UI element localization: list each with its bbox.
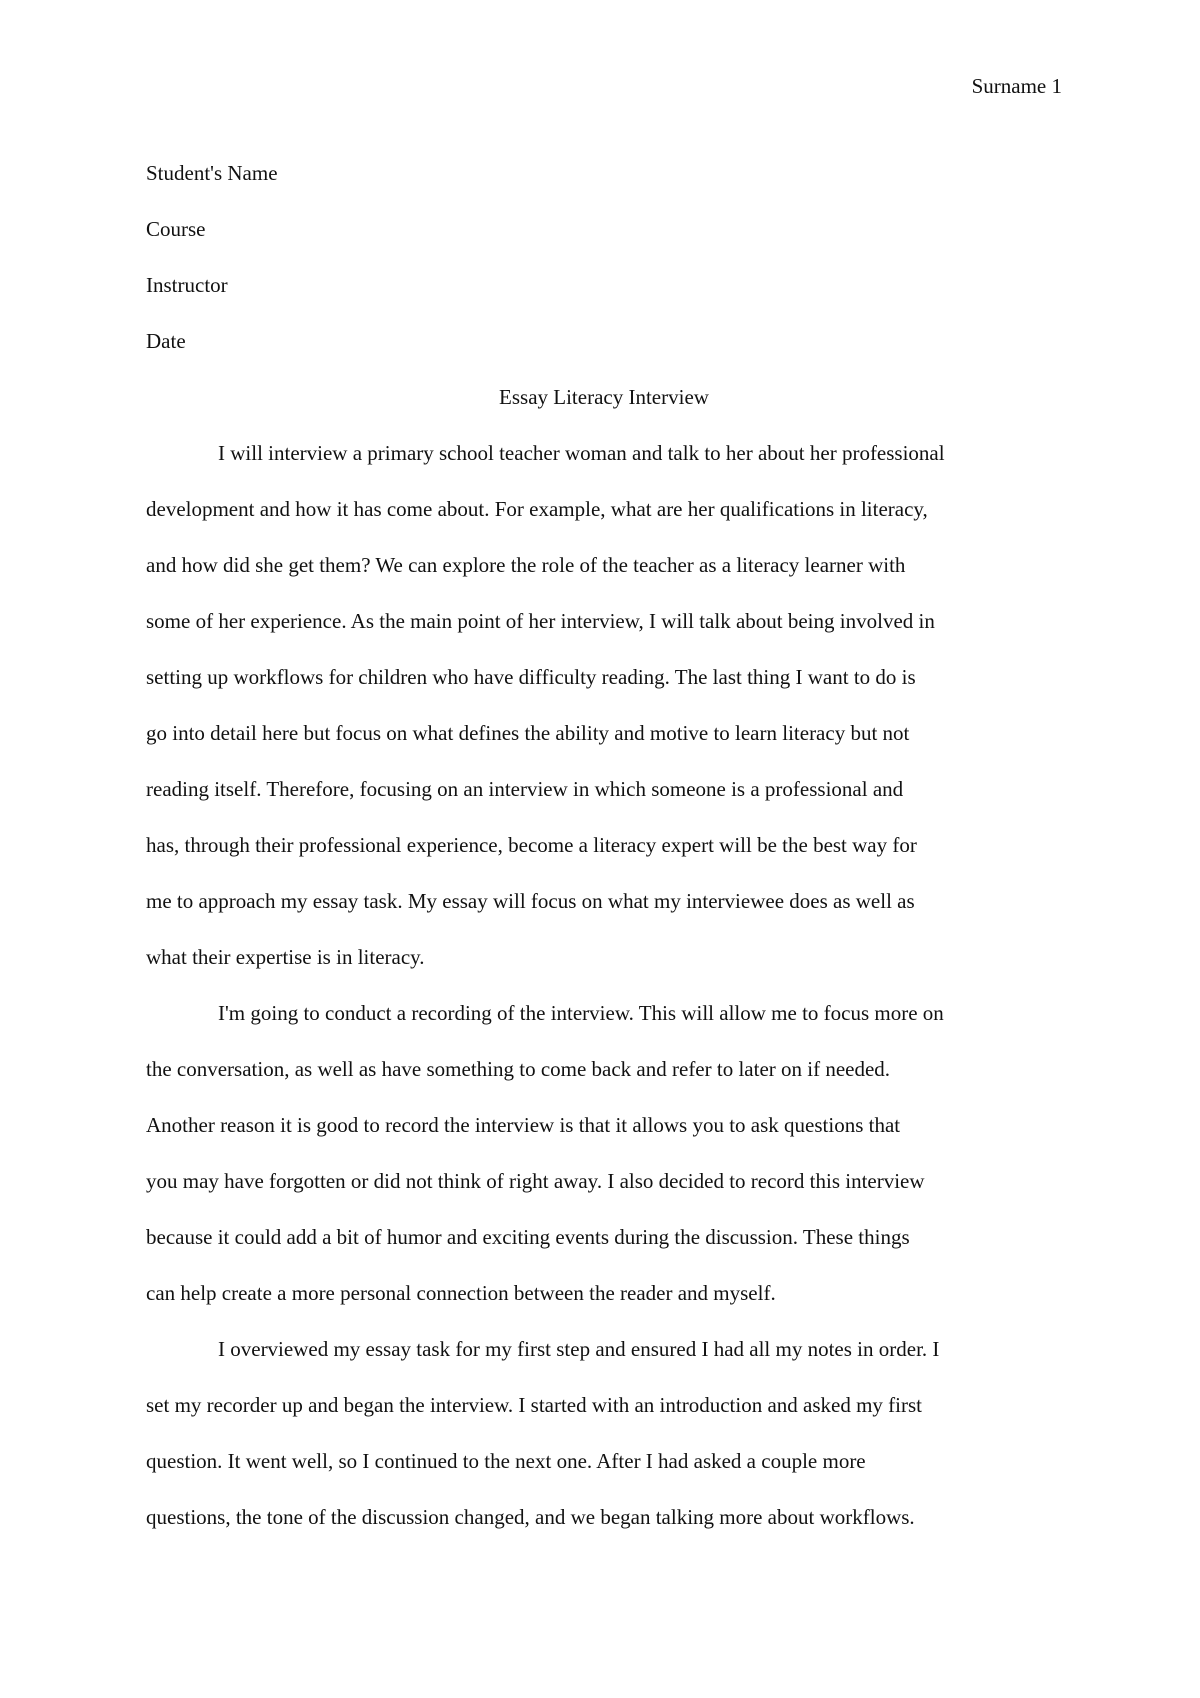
paragraph-3 bbox=[146, 1321, 1062, 1545]
running-head: Surname 1 bbox=[971, 74, 1062, 98]
paragraph-line: some of her experience. As the main point of her interview, I will talk about being involved in bbox=[146, 609, 935, 633]
paragraph-line: setting up workflows for children who have difficulty reading. The last thing I want to do is bbox=[146, 665, 916, 689]
paragraph-line: questions, the tone of the discussion changed, and we began talking more about workflows. bbox=[146, 1505, 915, 1529]
paragraph-line: go into detail here but focus on what defines the ability and motive to learn literacy but not bbox=[146, 721, 910, 745]
paragraph-line: can help create a more personal connection between the reader and myself. bbox=[146, 1281, 776, 1305]
paragraph-line: set my recorder up and began the interview. I started with an introduction and asked my first bbox=[146, 1393, 922, 1417]
paragraph-line: I'm going to conduct a recording of the interview. This will allow me to focus more on bbox=[218, 1001, 944, 1025]
paragraph-line: what their expertise is in literacy. bbox=[146, 945, 425, 969]
instructor: Instructor bbox=[146, 273, 228, 297]
paragraph-line: Another reason it is good to record the interview is that it allows you to ask questions that bbox=[146, 1113, 901, 1137]
paragraph-line: development and how it has come about. For example, what are her qualifications in literacy, bbox=[146, 497, 928, 521]
paragraph-line: me to approach my essay task. My essay will focus on what my interviewee does as well as bbox=[146, 889, 915, 913]
paragraph-line: I will interview a primary school teacher woman and talk to her about her professional bbox=[218, 441, 945, 465]
paragraph-line: has, through their professional experience, become a literacy expert will be the best way for bbox=[146, 833, 917, 857]
paragraph-line: and how did she get them? We can explore the role of the teacher as a literacy learner with bbox=[146, 553, 906, 577]
paragraph-line: I overviewed my essay task for my first step and ensured I had all my notes in order. I bbox=[218, 1337, 940, 1361]
document-body bbox=[146, 145, 1062, 1545]
paragraph-line: because it could add a bit of humor and exciting events during the discussion. These things bbox=[146, 1225, 910, 1249]
course: Course bbox=[146, 217, 206, 241]
essay-title: Essay Literacy Interview bbox=[499, 385, 709, 409]
paragraph-line: question. It went well, so I continued to the next one. After I had asked a couple more bbox=[146, 1449, 866, 1473]
date: Date bbox=[146, 329, 186, 353]
paragraph-2 bbox=[146, 985, 1062, 1321]
paragraph-1 bbox=[146, 425, 1062, 985]
student-name: Student's Name bbox=[146, 161, 278, 185]
paragraph-line: reading itself. Therefore, focusing on an interview in which someone is a professional and bbox=[146, 777, 904, 801]
paragraph-line: the conversation, as well as have something to come back and refer to later on if needed. bbox=[146, 1057, 891, 1081]
paragraph-line: you may have forgotten or did not think of right away. I also decided to record this interview bbox=[146, 1169, 925, 1193]
